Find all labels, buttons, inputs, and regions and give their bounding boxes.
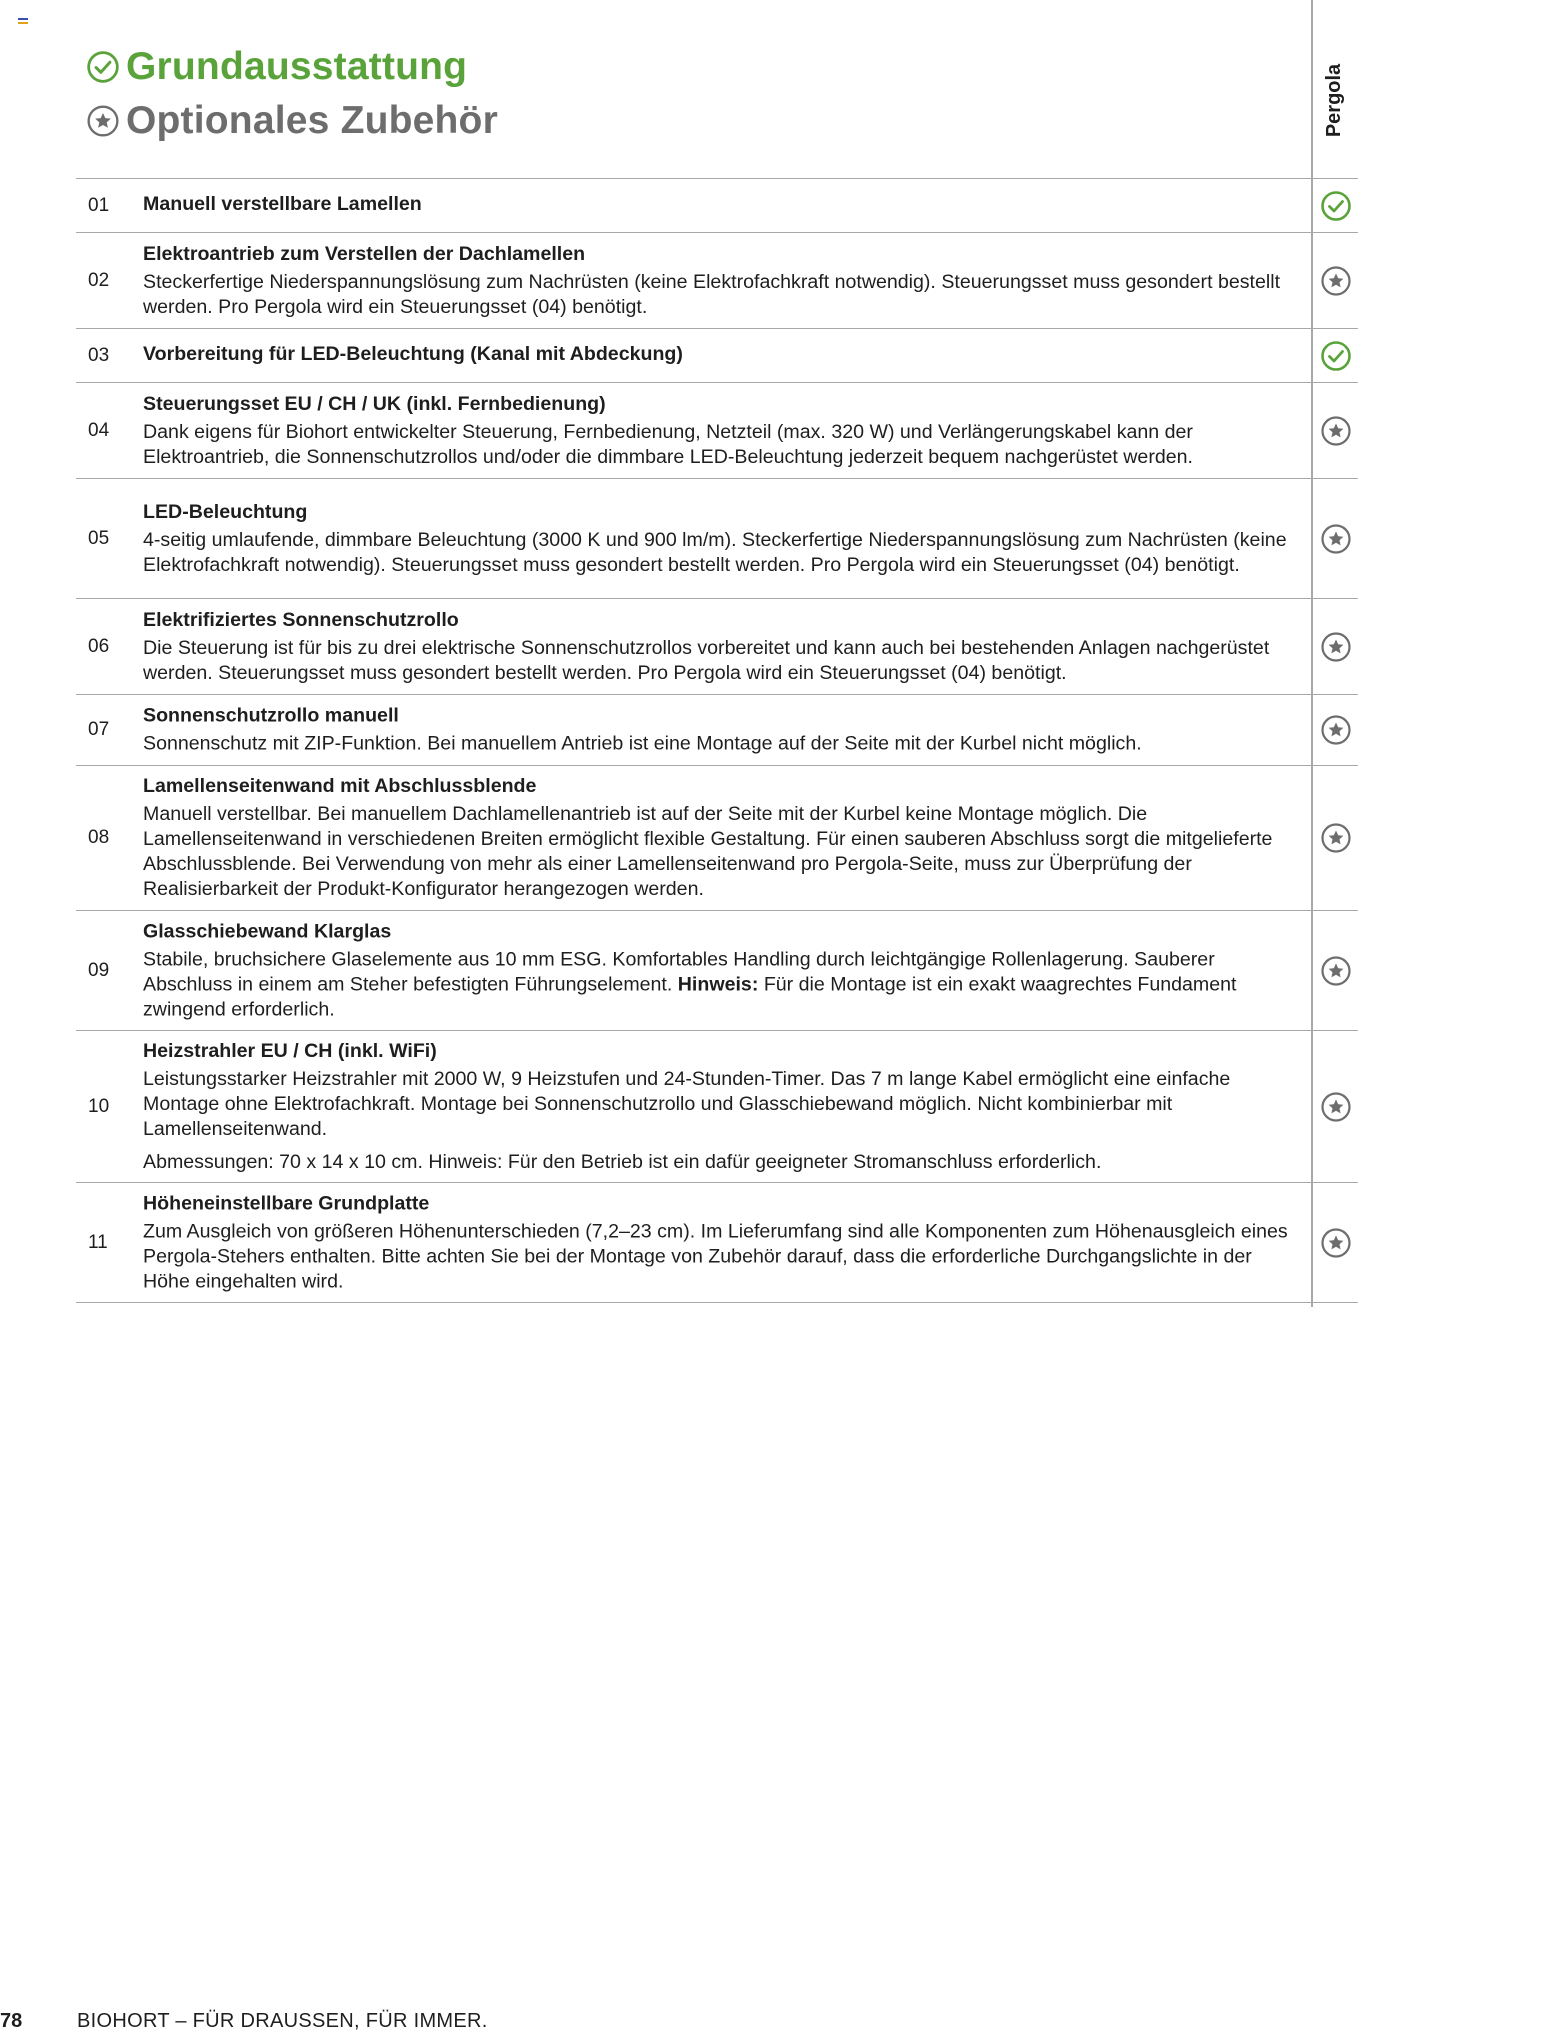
- legend-optional-label: Optionales Zubehör: [126, 99, 498, 142]
- star-circle-icon: [86, 104, 120, 138]
- row-content: [143, 342, 1298, 370]
- star-circle-icon: [1320, 1227, 1352, 1259]
- table-row: [76, 329, 1358, 383]
- row-content: [143, 1191, 1298, 1294]
- row-content: [143, 242, 1298, 320]
- row-content: [143, 919, 1298, 1022]
- row-number: 07: [88, 719, 110, 740]
- row-number: 06: [88, 635, 110, 657]
- table-row: [76, 766, 1358, 911]
- table-row: [76, 695, 1358, 766]
- row-number: 09: [88, 959, 110, 981]
- row-content: [143, 1039, 1298, 1175]
- row-number: 03: [88, 344, 110, 366]
- star-circle-icon: [1320, 631, 1352, 663]
- footer-brand-line: BIOHORT – FÜR DRAUSSEN, FÜR IMMER.: [77, 2010, 488, 2032]
- legend: [86, 40, 498, 148]
- row-description: 4-seitig umlaufende, dimmbare Beleuchtung (3000 K und 900 lm/m). Steckerfertige Niederspannungslösung zum Nachrüsten (keine Elektrofachkraft notwendig). Steuerungsset muss gesondert bestellt werden. Pro Pergola wird ein Steuerungsset (04) benötigt.: [143, 528, 1287, 576]
- row-description: [143, 947, 1298, 1022]
- star-circle-icon: [1320, 822, 1352, 854]
- star-circle-icon: [1320, 714, 1352, 746]
- table-row: [76, 233, 1358, 329]
- row-title: Glasschiebewand Klarglas: [143, 920, 392, 942]
- row-title: Lamellenseitenwand mit Abschlussblende: [143, 775, 537, 797]
- column-header: [1312, 30, 1358, 170]
- row-description: Steckerfertige Niederspannungslösung zum Nachrüsten (keine Elektrofachkraft notwendig). Steuerungsset muss gesondert bestellt werden. Pro Pergola wird ein Steuerungsset (04) benötigt.: [143, 270, 1281, 318]
- page-number: 78: [0, 2010, 23, 2032]
- row-description: Zum Ausgleich von größeren Höhenunterschieden (7,2–23 cm). Im Lieferumfang sind alle Komponenten zum Höhenausgleich eines Pergola-Stehers enthalten. Bitte achten Sie bei der Montage von Zubehör darauf, dass die erforderliche Durchgangslichte in der Höhe eingehalten wird.: [143, 1220, 1288, 1292]
- table-row: [76, 1183, 1358, 1303]
- column-header-label: Pergola: [1323, 63, 1346, 137]
- row-description: Dank eigens für Biohort entwickelter Steuerung, Fernbedienung, Netzteil (max. 320 W) und Verlängerungskabel kann der Elektroantrieb, die Sonnenschutzrollos und/oder die dimmbare LED-Beleuchtung jederzeit bequem nachgerüstet werden.: [143, 420, 1193, 468]
- row-title: Heizstrahler EU / CH (inkl. WiFi): [143, 1039, 437, 1062]
- row-title: Elektroantrieb zum Verstellen der Dachlamellen: [143, 242, 586, 265]
- star-circle-icon: [1320, 415, 1352, 447]
- row-description-text: Stabile, bruchsichere Glaselemente aus 10 mm ESG. Komfortables Handling durch leichtgängige Rollenlagerung. Sauberer Abschluss in einem am Steher befestigten Führungselement.: [143, 948, 1215, 995]
- row-content: [143, 192, 1298, 220]
- row-content: [143, 704, 1298, 757]
- row-number: 10: [88, 1095, 110, 1117]
- row-content: [143, 608, 1298, 686]
- row-title: Höheneinstellbare Grundplatte: [143, 1192, 430, 1214]
- row-description: Manuell verstellbar. Bei manuellem Dachlamellenantrieb ist auf der Seite mit der Kurbel keine Montage möglich. Die Lamellenseitenwand in verschiedenen Breiten ermöglicht flexible Gestaltung. Für einen sauberen Abschluss sorgt die mitgelieferte Abschlussblende. Bei Verwendung von mehr als einer Lamellenseitenwand pro Pergola-Seite, muss zur Überprüfung der Realisierbarkeit der Produkt-Konfigurator herangezogen werden.: [143, 803, 1273, 900]
- hint-text: Für die Montage ist ein exakt waagrechtes Fundament zwingend erforderlich.: [143, 973, 1237, 1020]
- row-number: 01: [88, 194, 110, 216]
- legend-standard-label: Grundausstattung: [126, 45, 468, 88]
- hint-label: Hinweis:: [677, 973, 759, 995]
- table-row: [76, 1031, 1358, 1183]
- row-title: LED-Beleuchtung: [143, 500, 308, 523]
- row-number: 08: [88, 827, 110, 848]
- row-title: Elektrifiziertes Sonnenschutzrollo: [143, 608, 459, 631]
- row-content: [143, 500, 1298, 578]
- check-circle-icon: [1320, 190, 1352, 222]
- flag-icon: [18, 18, 28, 24]
- row-description-dimensions: Abmessungen: 70 x 14 x 10 cm. Hinweis: Für den Betrieb ist ein dafür geeigneter Stromanschluss erforderlich.: [143, 1150, 1102, 1173]
- row-content: [143, 392, 1298, 470]
- table-row: [76, 911, 1358, 1031]
- row-title: Vorbereitung für LED-Beleuchtung (Kanal mit Abdeckung): [143, 342, 683, 365]
- star-circle-icon: [1320, 265, 1352, 297]
- table-row: [76, 179, 1358, 233]
- row-title: Sonnenschutzrollo manuell: [143, 704, 399, 727]
- check-circle-icon: [1320, 340, 1352, 372]
- row-title: Steuerungsset EU / CH / UK (inkl. Fernbedienung): [143, 392, 606, 415]
- row-description: Die Steuerung ist für bis zu drei elektrische Sonnenschutzrollos vorbereitet und kann auch bei bestehenden Anlagen nachgerüstet werden. Steuerungsset muss gesondert bestellt werden. Pro Pergola wird ein Steuerungsset (04) benötigt.: [143, 636, 1270, 684]
- star-circle-icon: [1320, 955, 1352, 987]
- star-circle-icon: [1320, 523, 1352, 555]
- row-number: 04: [88, 419, 110, 441]
- row-number: 02: [88, 269, 110, 291]
- table-row: [76, 383, 1358, 479]
- row-description: Sonnenschutz mit ZIP-Funktion. Bei manuellem Antrieb ist eine Montage auf der Seite mit der Kurbel nicht möglich.: [143, 732, 1142, 755]
- row-number: 11: [88, 1231, 108, 1253]
- row-title: Manuell verstellbare Lamellen: [143, 192, 422, 215]
- feature-table: [76, 178, 1358, 1303]
- star-circle-icon: [1320, 1091, 1352, 1123]
- row-content: [143, 774, 1298, 902]
- table-row: [76, 479, 1358, 599]
- row-description: Leistungsstarker Heizstrahler mit 2000 W, 9 Heizstufen und 24-Stunden-Timer. Das 7 m lange Kabel ermöglicht eine einfache Montage ohne Elektrofachkraft. Montage bei Sonnenschutzrollo und Glasschiebewand möglich. Nicht kombinierbar mit Lamellenseitenwand.: [143, 1067, 1231, 1140]
- table-row: [76, 599, 1358, 695]
- legend-standard: [86, 40, 498, 94]
- check-circle-icon: [86, 50, 120, 84]
- legend-optional: [86, 94, 498, 148]
- row-number: 05: [88, 527, 110, 549]
